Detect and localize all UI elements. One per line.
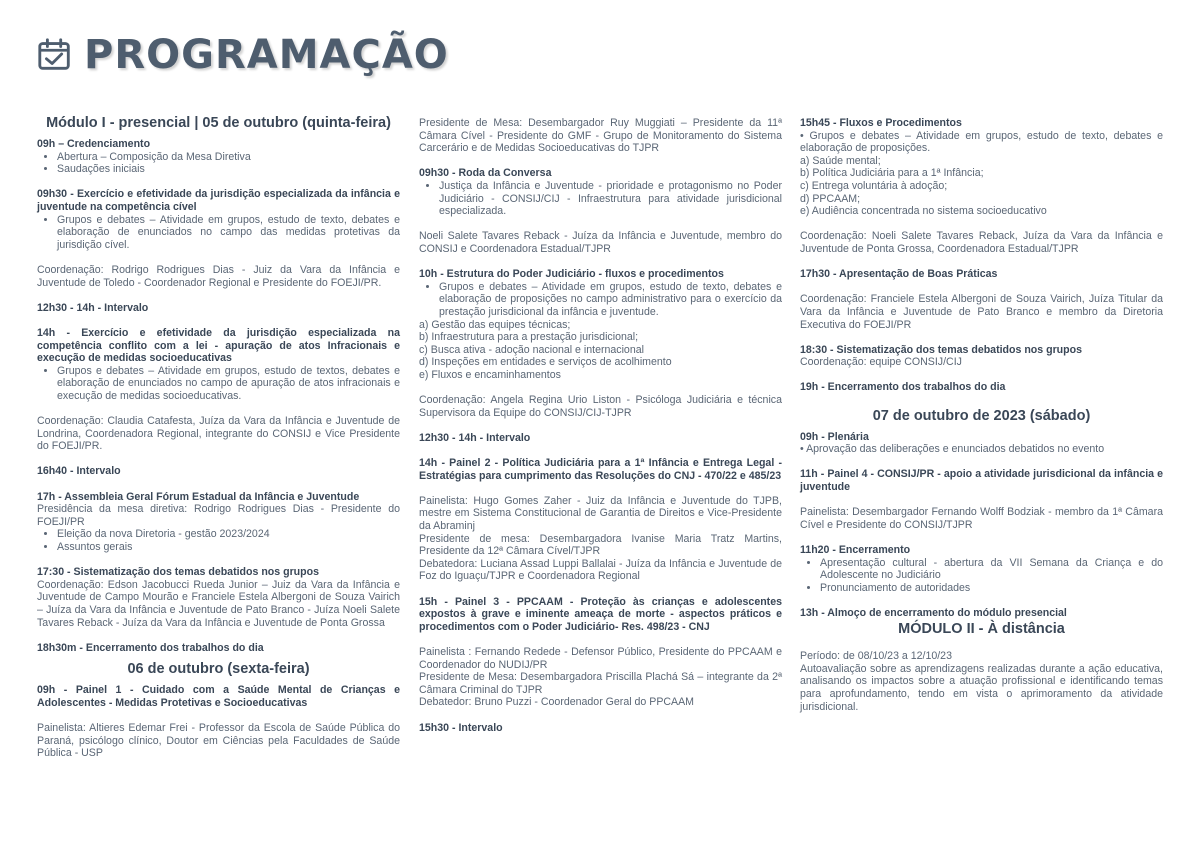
panelist-text: Presidente de mesa: Desembargadora Ivanise Maria Tratz Martins, Presidente da 12ª Câmara Cível/TJPR xyxy=(419,532,782,558)
session-heading: 14h - Painel 2 - Política Judiciária para a 1ª Infância e Entrega Legal - Estratégias para cumprimento das Resoluções do CNJ - 470/22 e 485/23 xyxy=(419,457,782,482)
coordination-text: Coordenação: Claudia Catafesta, Juíza da Vara da Infância e Juventude de Londrina, Coordenadora Regional, integrante do CONSIJ e Vice Presidente do FOEJI/PR. xyxy=(37,415,400,453)
column-1 xyxy=(37,114,400,760)
list-item: b) Infraestrutura para a prestação jurisdicional; xyxy=(419,331,639,344)
session-heading: 09h - Painel 1 - Cuidado com a Saúde Mental de Crianças e Adolescentes - Medidas Protetivas e Socioeducativas xyxy=(37,684,400,709)
list-item: d) PPCAAM; xyxy=(800,192,861,205)
session-heading: 12h30 - 14h - Intervalo xyxy=(37,301,149,314)
session-text: • Grupos e debates – Atividade em grupos, estudo de texto, debates e elaboração de proposições. xyxy=(800,129,1163,155)
list-item: • Grupos e debates – Atividade em grupos, estudo de texto, debates e elaboração de enunciados no campo das medidas protetivas da jurisdição cível. xyxy=(57,214,400,252)
day-2-title: 06 de outubro (sexta-feira) xyxy=(127,661,310,678)
panelist-text: Painelista: Desembargador Fernando Wolff Bodziak - membro da 1ª Câmara Cível e Presidente do CONSIJ/TJPR xyxy=(800,506,1163,531)
session-list xyxy=(800,557,1163,595)
session-heading: 16h40 - Intervalo xyxy=(37,465,121,478)
session-heading: 15h30 - Intervalo xyxy=(419,721,503,734)
module-2-description: Autoavaliação sobre as aprendizagens realizadas durante a ação educativa, analisando os impactos sobre a atuação profissional e identificando temas para aprofundamento, tendo em vista o aprimoramento da atividade jurisdicional. xyxy=(800,662,1163,713)
column-3 xyxy=(800,117,1163,713)
session-heading: 09h – Credenciamento xyxy=(37,138,151,150)
column-2 xyxy=(419,117,782,734)
session-heading: 11h - Painel 4 - CONSIJ/PR - apoio a atividade jurisdicional da infância e juventude xyxy=(800,468,1163,494)
list-item: a) Gestão das equipes técnicas; xyxy=(419,318,571,331)
session-heading: 14h - Exercício e efetividade da jurisdição especializada na competência conflito com a lei - apuração de atos Infracionais e execução de medidas socioeducativas xyxy=(37,326,400,365)
list-item: c) Busca ativa - adoção nacional e internacional xyxy=(419,343,644,356)
panelist-text: Painelista: Altieres Edemar Frei - Professor da Escola de Saúde Pública do Paraná, psicólogo clínico, Doutor em Ciências pela Faculdades de Saúde Pública - USP xyxy=(37,722,400,760)
list-item: • Justiça da Infância e Juventude - prioridade e protagonismo no Poder Judiciário - CONSIJ/CIJ - Infraestrutura para atividade jurisdicional especializada. xyxy=(439,180,782,218)
session-heading: 19h - Encerramento dos trabalhos do dia xyxy=(800,381,1006,394)
session-heading: 15h45 - Fluxos e Procedimentos xyxy=(800,117,962,129)
session-heading: 17h - Assembleia Geral Fórum Estadual da Infância e Juventude xyxy=(37,490,360,503)
coordination-text: Coordenação: Franciele Estela Albergoni de Souza Vairich, Juíza Titular da Vara da Infância e Juventude de Pato Branco e membro da Diretoria Executiva do FOEJI/PR xyxy=(800,293,1163,331)
list-item: a) Saúde mental; xyxy=(800,154,881,167)
module-2-title: MÓDULO II - À distância xyxy=(898,620,1065,637)
calendar-check-icon xyxy=(36,36,74,74)
list-item: b) Política Judiciária para a 1ª Infância; xyxy=(800,167,984,180)
list-item: • Apresentação cultural - abertura da VII Semana da Criança e do Adolescente no Judiciário xyxy=(820,557,1163,582)
list-item: e) Fluxos e encaminhamentos xyxy=(419,368,561,381)
session-heading: 11h20 - Encerramento xyxy=(800,544,911,556)
panelist-text: Debatedora: Luciana Assad Luppi Ballalai - Juíza da Infância e Juventude de Foz do Iguaçu/TJPR e Coordenadora Regional xyxy=(419,557,782,583)
panelist-text: Presidente de Mesa: Desembargadora Priscilla Plachá Sá – integrante da 2ª Câmara Criminal do TJPR xyxy=(419,671,782,696)
session-heading: 13h - Almoço de encerramento do módulo presencial xyxy=(800,606,1067,619)
session-heading: 09h - Plenária xyxy=(800,430,869,443)
session-heading: 12h30 - 14h - Intervalo xyxy=(419,431,531,444)
session-heading: 18h30m - Encerramento dos trabalhos do dia xyxy=(37,641,264,654)
module-1-title: Módulo I - presencial | 05 de outubro (quinta-feira) xyxy=(46,115,391,131)
session-list xyxy=(419,180,782,218)
list-item: c) Entrega voluntária à adoção; xyxy=(800,179,948,192)
session-list xyxy=(37,528,400,553)
session-heading: 09h30 - Roda da Conversa xyxy=(419,167,552,180)
session-text: • Aprovação das deliberações e enunciados debatidos no evento xyxy=(800,443,1105,456)
session-list xyxy=(37,214,400,252)
session-list xyxy=(37,365,400,403)
coordination-text: Coordenação: Edson Jacobucci Rueda Junior – Juiz da Vara da Infância e Juventude de Campo Mourão e Franciele Estela Albergoni de Souza Vairich – Juíza da Vara da Infância e Juventude de Pato Branco - Juíza Noeli Salete Tavares Reback - Juíza da Vara da Infância e Juventude de Ponta Grossa xyxy=(37,578,400,629)
panelist-text: Debatedor: Bruno Puzzi - Coordenador Geral do PPCAAM xyxy=(419,696,694,709)
list-item: • Assuntos gerais xyxy=(57,541,400,554)
session-heading: 18:30 - Sistematização dos temas debatidos nos grupos xyxy=(800,343,1082,356)
coordination-text: Coordenação: equipe CONSIJ/CIJ xyxy=(800,356,962,369)
session-text: Presidente de Mesa: Desembargador Ruy Muggiati – Presidente da 11ª Câmara Cível - Presidente do GMF - Grupo de Monitoramento do Sistema Carcerário e de Medidas Socioeducativas do TJPR xyxy=(419,117,782,155)
list-item: • Saudações iniciais xyxy=(57,163,400,176)
session-heading: 15h - Painel 3 - PPCAAM - Proteção às crianças e adolescentes expostos à grave e iminente ameaça de morte - aspectos práticos e procedimentos com o Poder Judiciário- Res. 498/23 - CNJ xyxy=(419,595,782,633)
period-text: Período: de 08/10/23 a 12/10/23 xyxy=(800,650,952,663)
list-item: • Abertura – Composição da Mesa Diretiva xyxy=(57,151,400,164)
session-list xyxy=(419,281,782,319)
day-3-title: 07 de outubro de 2023 (sábado) xyxy=(872,407,1091,424)
coordination-text: Coordenação: Noeli Salete Tavares Reback, Juíza da Vara da Infância e Juventude de Ponta Grossa, Coordenadora Estadual/TJPR xyxy=(800,230,1163,255)
list-item: • Pronunciamento de autoridades xyxy=(820,582,1163,595)
page-title: PROGRAMAÇÃO xyxy=(84,32,449,78)
list-item: • Eleição da nova Diretoria - gestão 2023/2024 xyxy=(57,528,400,541)
session-heading: 17h30 - Apresentação de Boas Práticas xyxy=(800,268,998,281)
session-text: Presidência da mesa diretiva: Rodrigo Rodrigues Dias - Presidente do FOEJI/PR xyxy=(37,503,400,528)
session-heading: 17:30 - Sistematização dos temas debatidos nos grupos xyxy=(37,566,319,579)
panelist-text: Painelista: Hugo Gomes Zaher - Juiz da Infância e Juventude do TJPB, mestre em Sistema Constitucional de Garantia de Direitos e Vice-Presidente da Abraminj xyxy=(419,494,782,532)
session-heading: 09h30 - Exercício e efetividade da jurisdição especializada da infância e juventude na competência cível xyxy=(37,188,400,213)
session-list xyxy=(37,151,400,176)
list-item: • Grupos e debates – Atividade em grupos, estudo de texto, debates e elaboração de proposições no campo administrativo para o exercício da prestação jurisdicional da infância e juventude. xyxy=(439,281,782,319)
session-heading: 10h - Estrutura do Poder Judiciário - fluxos e procedimentos xyxy=(419,268,724,281)
list-item: d) Inspeções em entidades e serviços de acolhimento xyxy=(419,356,672,369)
session-text: Noeli Salete Tavares Reback - Juíza da Infância e Juventude, membro do CONSIJ e Coordenadora Estadual/TJPR xyxy=(419,230,782,255)
list-item: • Grupos e debates – Atividade em grupos, estudo de textos, debates e elaboração de enunciados no campo de apuração de atos infracionais e execução de medidas socioeducativas. xyxy=(57,365,400,403)
page-header xyxy=(36,30,449,80)
coordination-text: Coordenação: Rodrigo Rodrigues Dias - Juiz da Vara da Infância e Juventude de Toledo - Coordenador Regional e Presidente do FOEJI/PR. xyxy=(37,263,400,289)
coordination-text: Coordenação: Angela Regina Urio Liston - Psicóloga Judiciária e técnica Supervisora da Equipe do CONSIJ/CIJ-TJPR xyxy=(419,394,782,419)
list-item: e) Audiência concentrada no sistema socioeducativo xyxy=(800,205,1047,218)
panelist-text: Painelista : Fernando Redede - Defensor Público, Presidente do PPCAAM e Coordenador do NUDIJ/PR xyxy=(419,645,782,671)
